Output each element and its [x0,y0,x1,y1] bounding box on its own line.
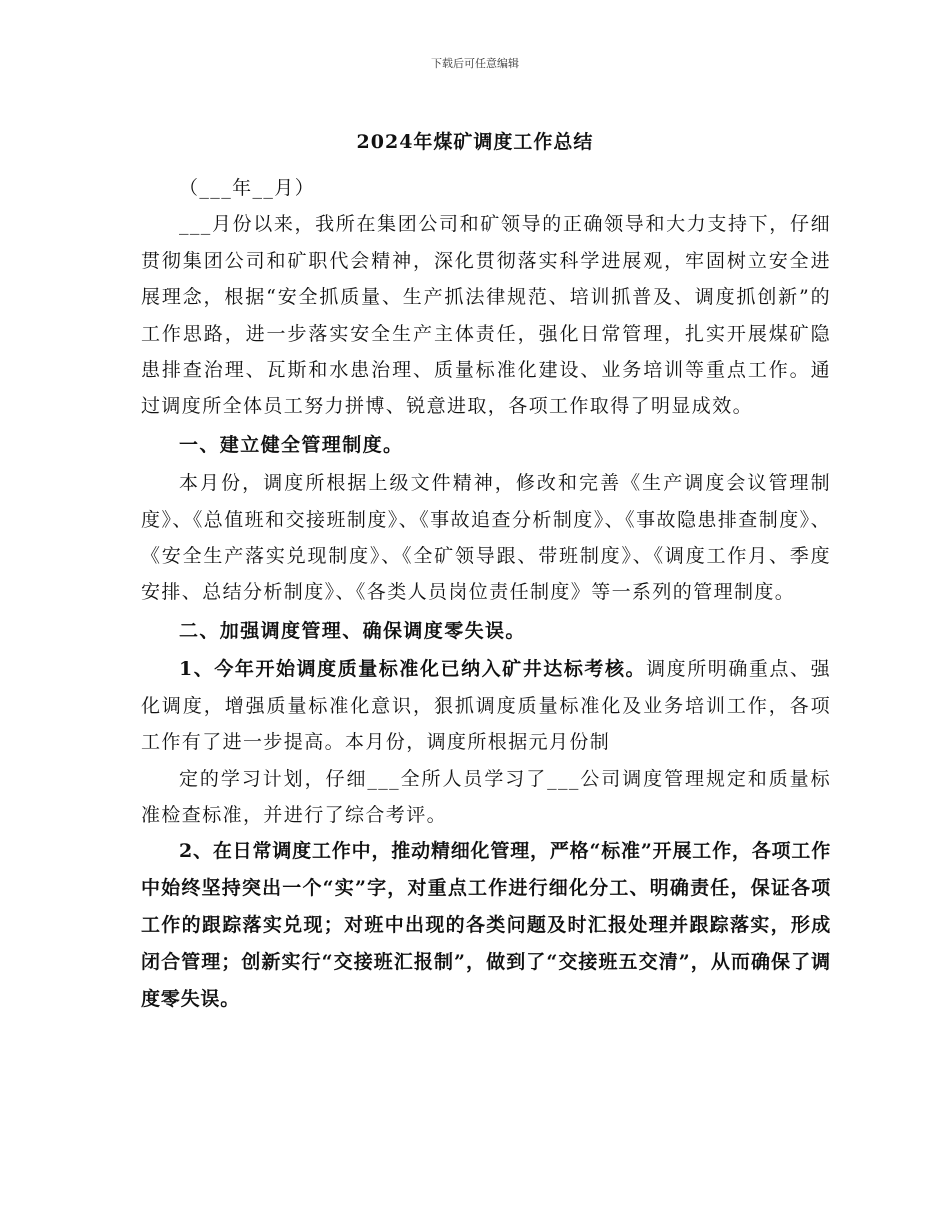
intro-paragraph: ___月份以来，我所在集团公司和矿领导的正确领导和大力支持下，仔细贯彻集团公司和矿职代会精神，深化贯彻落实科学进展观，牢固树立安全进展理念，根据“安全抓质量、生产抓法律规范、培训抓普及、调度抓创新”的工作思路，进一步落实安全生产主体责任，强化日常管理，扎实开展煤矿隐患排查治理、瓦斯和水患治理、质量标准化建设、业务培训等重点工作。通过调度所全体员工努力拼博、锐意进取，各项工作取得了明显成效。 [141,213,831,418]
document-title: 2024年煤矿调度工作总结 [356,131,594,153]
header-note: 下载后可任意编辑 [431,57,519,70]
section-2-item-1-continuation: 定的学习计划，仔细___全所人员学习了___公司调度管理规定和质量标准检查标准，并进行了综合考评。 [141,767,831,826]
section-2-heading: 二、加强调度管理、确保调度零失误。 [179,619,526,642]
section-2-item-2: 2、在日常调度工作中，推动精细化管理，严格“标准”开展工作，各项工作中始终坚持突出一个“实”字，对重点工作进行细化分工、明确责任，保证各项工作的跟踪落实兑现；对班中出现的各类问题及时汇报处理并跟踪落实，形成闭合管理；创新实行“交接班汇报制”，做到了“交接班五交清”，从而确保了调度零失误。 [141,840,831,1011]
section-1-heading: 一、建立健全管理制度。 [179,433,404,456]
section-2-item-1 [141,651,831,760]
document-body [141,170,831,1018]
date-line: （___年__月） [179,177,316,199]
section-2-item-1-lead: 1、今年开始调度质量标准化已纳入矿井达标考核。 [179,658,647,681]
section-1-paragraph: 本月份，调度所根据上级文件精神，修改和完善《生产调度会议管理制度》、《总值班和交接班制度》、《事故追查分析制度》、《事故隐患排查制度》、《安全生产落实兑现制度》、《全矿领导跟、带班制度》、《调度工作月、季度安排、总结分析制度》、《各类人员岗位责任制度》等一系列的管理制度。 [141,472,831,604]
section-2-item-1-body: 调度所明确重点、强化调度，增强质量标准化意识，狠抓调度质量标准化及业务培训工作，各项工作有了进一步提高。本月份，调度所根据元月份制 [141,658,831,754]
